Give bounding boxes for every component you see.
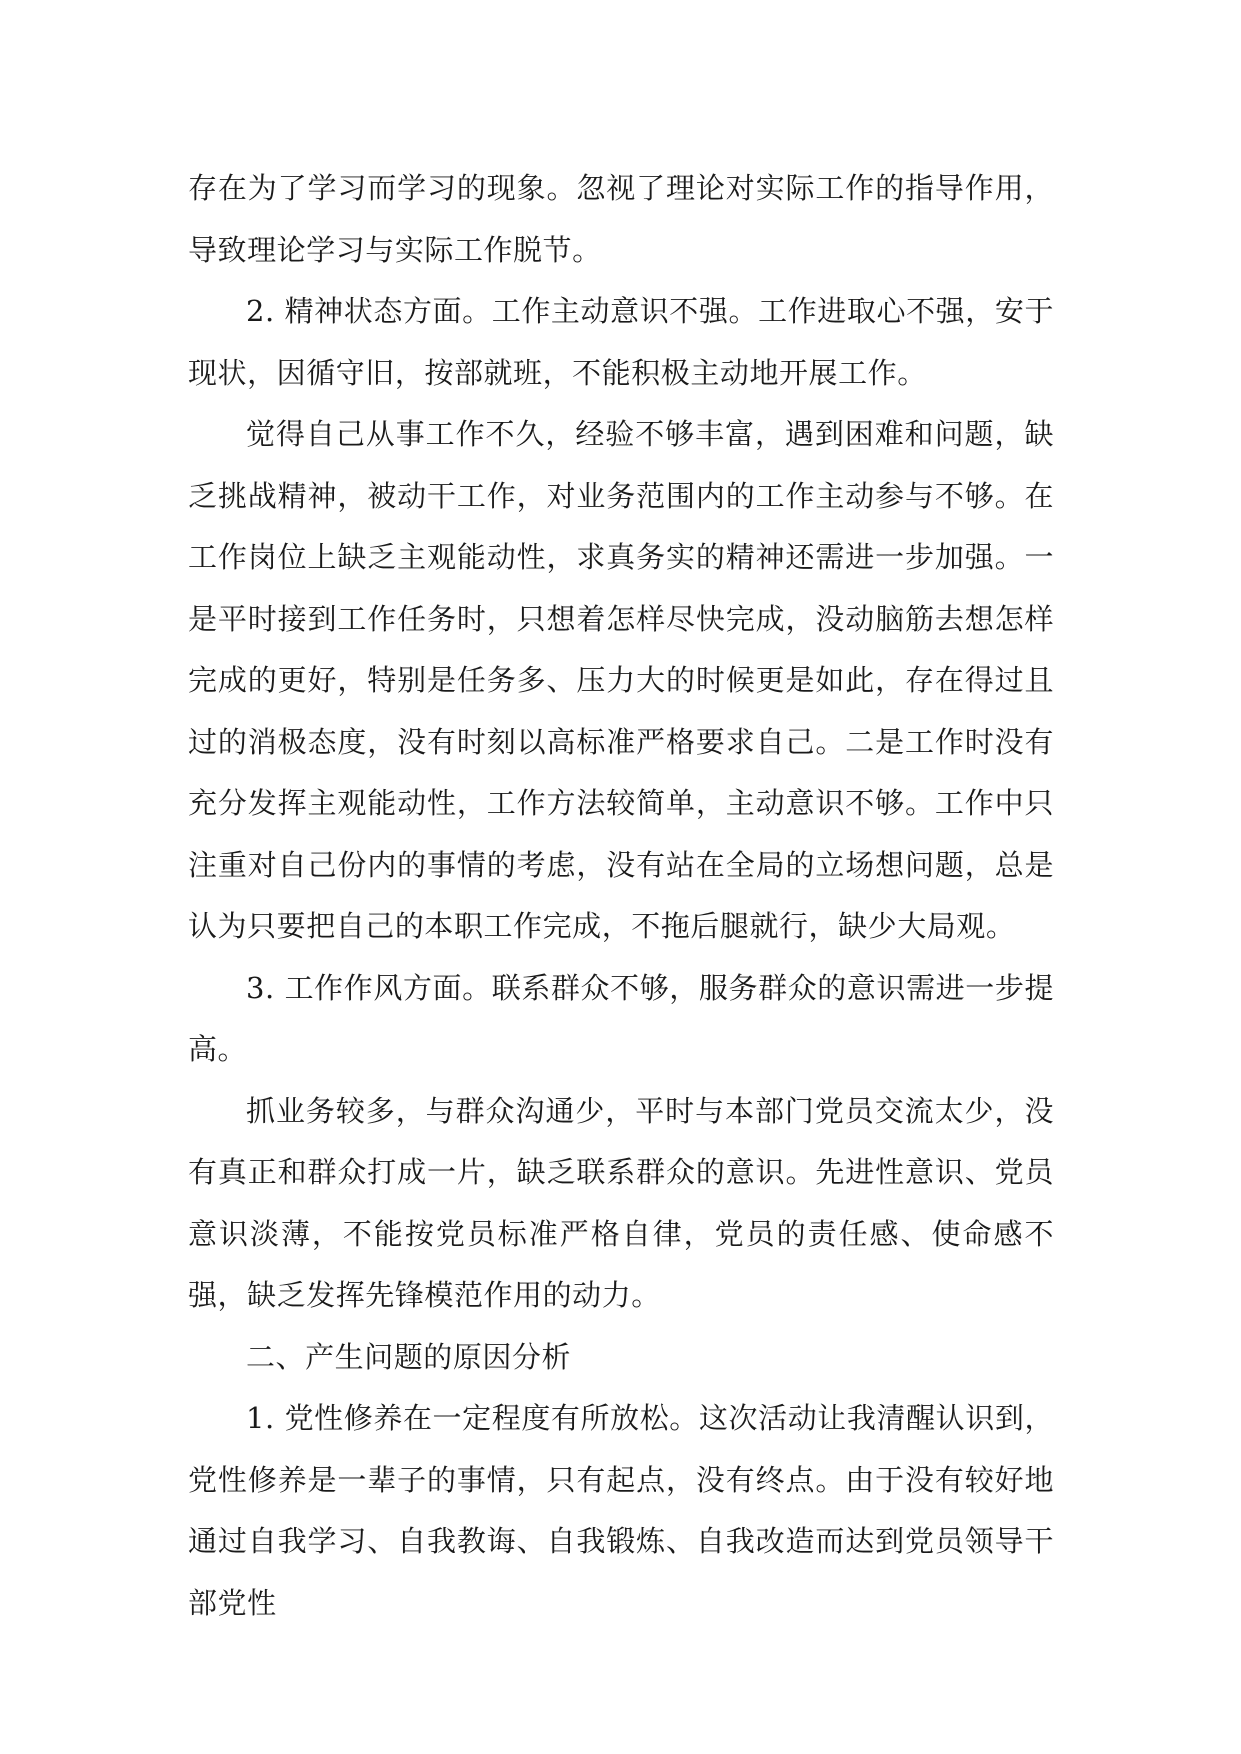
document-body xyxy=(188,158,1054,1634)
section-heading: 二、产生问题的原因分析 xyxy=(246,1339,572,1374)
paragraph-2: 2. 精神状态方面。工作主动意识不强。工作进取心不强，安于现状，因循守旧，按部就班，不能积极主动地开展工作。 xyxy=(188,294,1054,390)
paragraph-4: 3. 工作作风方面。联系群众不够，服务群众的意识需进一步提高。 xyxy=(188,970,1054,1066)
paragraph-5: 抓业务较多，与群众沟通少，平时与本部门党员交流太少，没有真正和群众打成一片，缺乏联系群众的意识。先进性意识、党员意识淡薄，不能按党员标准严格自律，党员的责任感、使命感不强，缺乏发挥先锋模范作用的动力。 xyxy=(188,1093,1054,1312)
paragraph-6: 1. 党性修养在一定程度有所放松。这次活动让我清醒认识到，党性修养是一辈子的事情，只有起点，没有终点。由于没有较好地通过自我学习、自我教诲、自我锻炼、自我改造而达到党员领导干部党性 xyxy=(188,1401,1054,1620)
paragraph-1: 存在为了学习而学习的现象。忽视了理论对实际工作的指导作用，导致理论学习与实际工作脱节。 xyxy=(188,171,1054,267)
paragraph-3: 觉得自己从事工作不久，经验不够丰富，遇到困难和问题，缺乏挑战精神，被动干工作，对业务范围内的工作主动参与不够。在工作岗位上缺乏主观能动性，求真务实的精神还需进一步加强。一是平时接到工作任务时，只想着怎样尽快完成，没动脑筋去想怎样完成的更好，特别是任务多、压力大的时候更是如此，存在得过且过的消极态度，没有时刻以高标准严格要求自己。二是工作时没有充分发挥主观能动性，工作方法较简单，主动意识不够。工作中只注重对自己份内的事情的考虑，没有站在全局的立场想问题，总是认为只要把自己的本职工作完成，不拖后腿就行，缺少大局观。 xyxy=(188,417,1054,943)
